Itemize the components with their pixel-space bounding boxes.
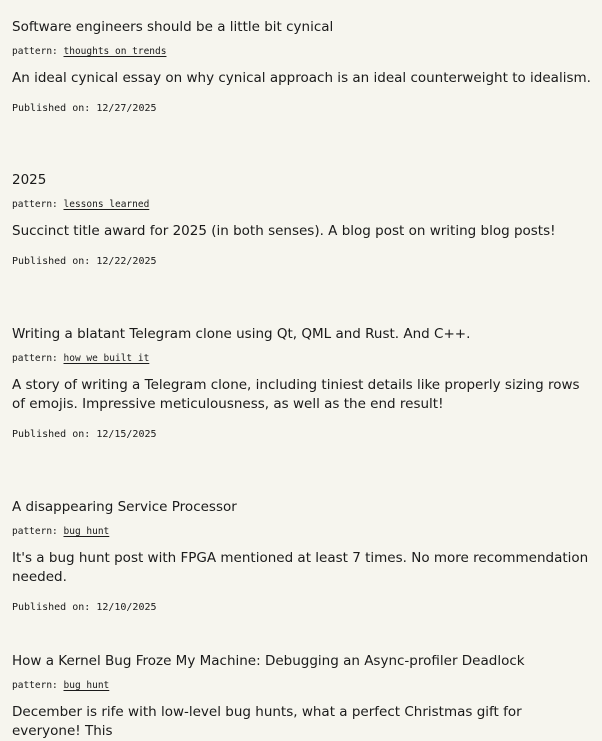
post-description: Succinct title award for 2025 (in both senses). A blog post on writing blog posts! — [12, 223, 556, 239]
post-title[interactable]: 2025 — [12, 172, 47, 188]
post-description: An ideal cynical essay on why cynical approach is an ideal counterweight to idealism. — [12, 70, 591, 86]
published-date — [12, 255, 592, 269]
pattern-prefix: pattern: — [12, 199, 58, 210]
pattern-prefix: pattern: — [12, 353, 58, 364]
post-title[interactable]: Writing a blatant Telegram clone using Qt, QML and Rust. And C++. — [12, 326, 471, 342]
post-title[interactable]: Software engineers should be a little bit cynical — [12, 19, 334, 35]
published-date — [12, 601, 592, 615]
post-pattern — [12, 46, 592, 58]
published-date — [12, 428, 592, 442]
post-item — [12, 325, 592, 442]
post-item — [12, 498, 592, 615]
post-pattern — [12, 526, 592, 538]
published-prefix: Published on: — [12, 256, 91, 267]
published-date — [12, 102, 592, 116]
post-item — [12, 652, 592, 741]
post-pattern — [12, 199, 592, 211]
pattern-link[interactable]: thoughts on trends — [63, 46, 167, 57]
post-pattern — [12, 353, 592, 365]
post-description: A story of writing a Telegram clone, including tiniest details like properly sizing rows of emojis. Impressive meticulousness, as well as the end result! — [12, 377, 580, 412]
post-pattern — [12, 680, 592, 692]
post-title[interactable]: How a Kernel Bug Froze My Machine: Debugging an Async-profiler Deadlock — [12, 653, 525, 669]
pattern-link[interactable]: lessons learned — [63, 199, 150, 210]
published-date-value: 12/15/2025 — [96, 429, 157, 440]
pattern-prefix: pattern: — [12, 46, 58, 57]
post-item — [12, 18, 592, 116]
published-prefix: Published on: — [12, 429, 91, 440]
published-date-value: 12/10/2025 — [96, 602, 157, 613]
pattern-link[interactable]: bug hunt — [63, 680, 110, 691]
post-item — [12, 171, 592, 269]
pattern-link[interactable]: bug hunt — [63, 526, 110, 537]
pattern-prefix: pattern: — [12, 526, 58, 537]
pattern-prefix: pattern: — [12, 680, 58, 691]
post-title[interactable]: A disappearing Service Processor — [12, 499, 237, 515]
published-prefix: Published on: — [12, 602, 91, 613]
post-description: December is rife with low-level bug hunts, what a perfect Christmas gift for everyone! This — [12, 704, 522, 739]
pattern-link[interactable]: how we built it — [63, 353, 150, 364]
post-description: It's a bug hunt post with FPGA mentioned at least 7 times. No more recommendation needed. — [12, 550, 589, 585]
published-date-value: 12/22/2025 — [96, 256, 157, 267]
published-prefix: Published on: — [12, 103, 91, 114]
published-date-value: 12/27/2025 — [96, 103, 157, 114]
